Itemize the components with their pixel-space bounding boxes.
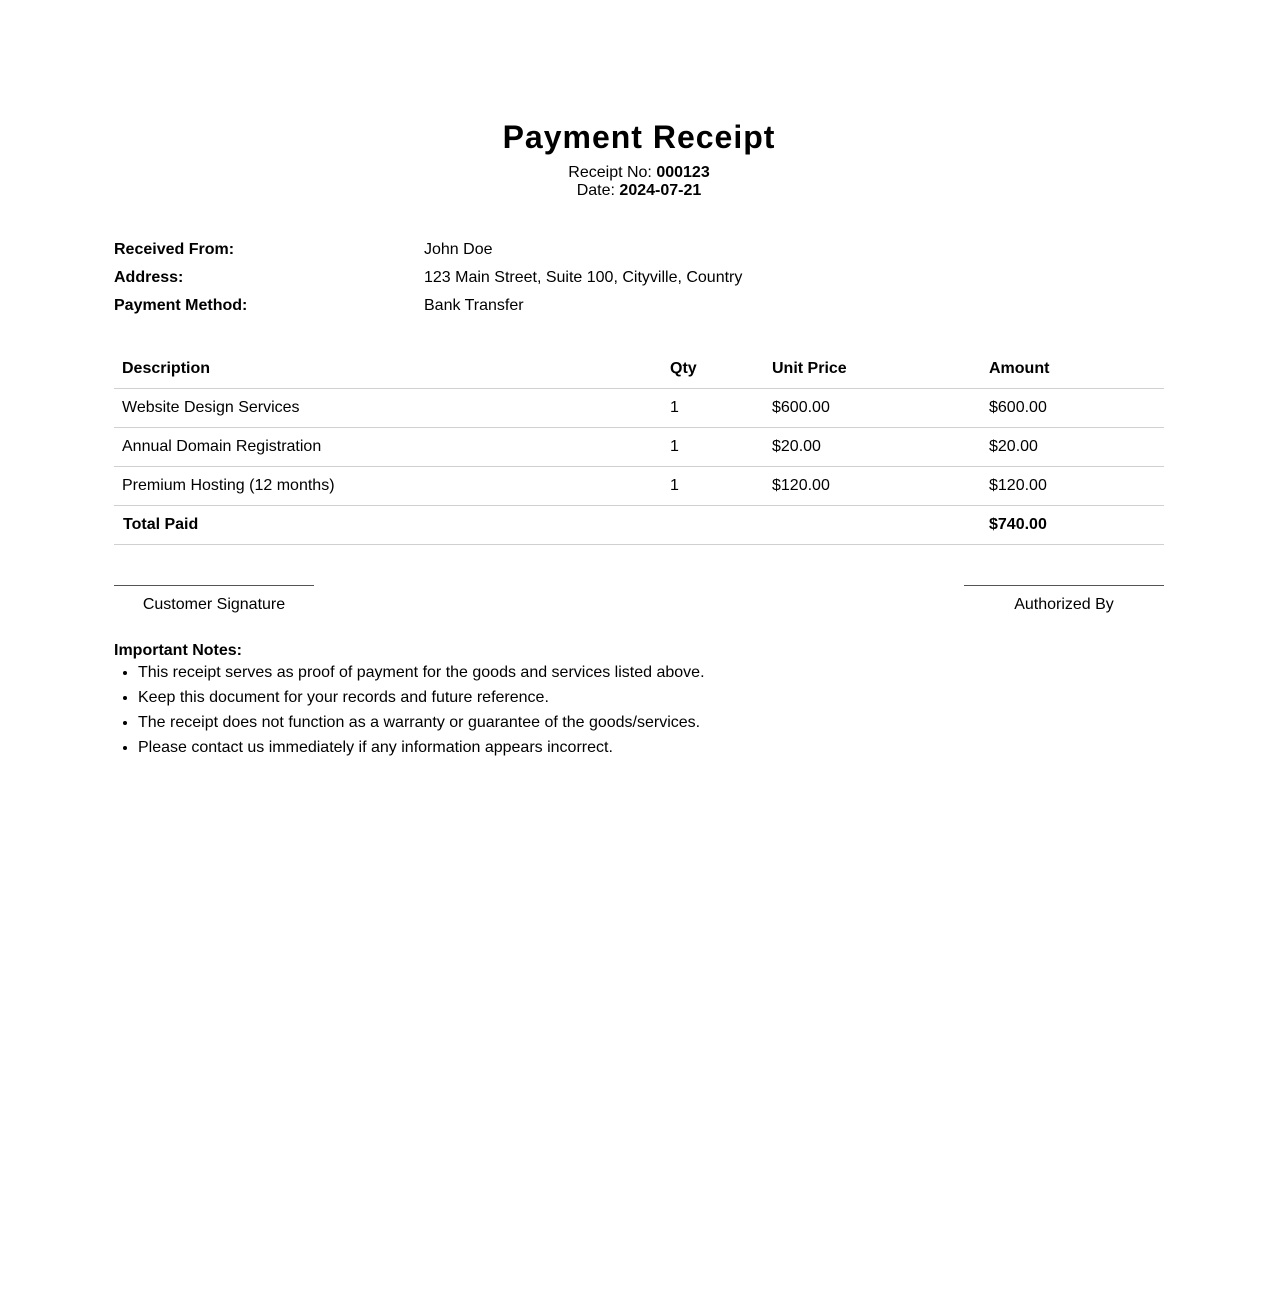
receipt-header — [114, 0, 1164, 200]
cell-qty: 1 — [662, 467, 764, 506]
cell-description: Premium Hosting (12 months) — [114, 467, 662, 506]
cell-description: Annual Domain Registration — [114, 428, 662, 467]
receipt-number: 000123 — [656, 164, 710, 181]
list-item: • Keep this document for your records and future reference. — [138, 685, 1164, 710]
info-row-received-from — [114, 236, 1164, 264]
info-label: Received From: — [114, 241, 235, 258]
info-value: 123 Main Street, Suite 100, Cityville, Country — [424, 269, 743, 286]
total-amount: $740.00 — [981, 506, 1164, 545]
page-title: Payment Receipt — [502, 119, 776, 155]
info-value: John Doe — [424, 241, 493, 258]
receipt-date-line — [114, 182, 1164, 200]
info-row-payment-method — [114, 292, 1164, 320]
authorized-signature-line: Authorized By — [964, 585, 1164, 614]
table-row — [114, 467, 1164, 506]
cell-qty: 1 — [662, 428, 764, 467]
info-label: Payment Method: — [114, 297, 248, 314]
cell-qty: 1 — [662, 389, 764, 428]
column-header-qty: Qty — [662, 350, 764, 389]
cell-unit-price: $20.00 — [764, 428, 981, 467]
total-label: Total Paid — [114, 506, 981, 545]
info-value: Bank Transfer — [424, 297, 524, 314]
payer-info — [114, 236, 1164, 320]
notes-list — [114, 660, 1164, 760]
signature-section — [114, 585, 1164, 614]
table-row — [114, 389, 1164, 428]
info-label: Address: — [114, 269, 184, 286]
notes-title: Important Notes: — [114, 642, 242, 659]
receipt-page — [114, 0, 1164, 760]
table-header-row — [114, 350, 1164, 389]
total-row — [114, 506, 1164, 545]
cell-amount: $20.00 — [981, 428, 1164, 467]
receipt-number-line — [114, 164, 1164, 182]
table-row — [114, 428, 1164, 467]
cell-unit-price: $600.00 — [764, 389, 981, 428]
list-item: • This receipt serves as proof of payment for the goods and services listed above. — [138, 660, 1164, 685]
cell-unit-price: $120.00 — [764, 467, 981, 506]
list-item: • Please contact us immediately if any information appears incorrect. — [138, 735, 1164, 760]
important-notes — [114, 642, 1164, 760]
info-row-address — [114, 264, 1164, 292]
column-header-unit-price: Unit Price — [764, 350, 981, 389]
customer-signature-line: Customer Signature — [114, 585, 314, 614]
column-header-amount: Amount — [981, 350, 1164, 389]
cell-amount: $600.00 — [981, 389, 1164, 428]
cell-amount: $120.00 — [981, 467, 1164, 506]
column-header-description: Description — [114, 350, 662, 389]
receipt-date: 2024-07-21 — [619, 182, 702, 199]
list-item: • The receipt does not function as a warranty or guarantee of the goods/services. — [138, 710, 1164, 735]
receipt-date-label: Date: — [576, 182, 615, 199]
cell-description: Website Design Services — [114, 389, 662, 428]
items-table — [114, 350, 1164, 545]
receipt-number-label: Receipt No: — [568, 164, 652, 181]
